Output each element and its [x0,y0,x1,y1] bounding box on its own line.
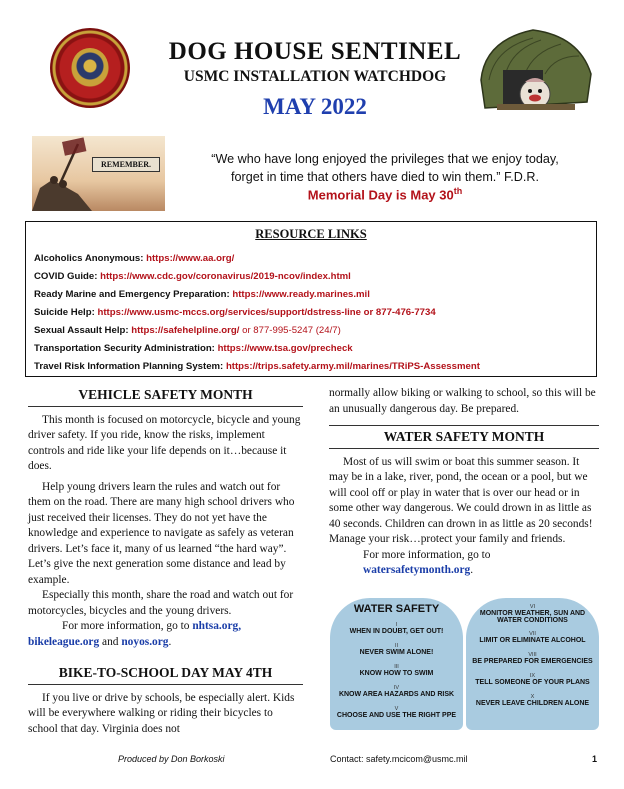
tablet-rule [468,604,597,631]
tablet-rule [332,664,461,685]
resource-label: Suicide Help: [34,307,95,318]
rule-number: VII [529,631,536,637]
water-more-info [329,548,599,579]
water-paragraph-1: Most of us will swim or boat this summer season. It may be in a lake, river, pond, the ocean or a pool, but we will cool off or play in water that is over our head or in some other way dangerous. We could drown in as little as 40 seconds. Children can drown in as little as 20 seconds! Manage your risk…protect your family and friends. [329,455,593,545]
resource-link[interactable]: https://www.tsa.gov/precheck [217,343,353,354]
tablet-rule [332,685,461,706]
bike-paragraph-continued: normally allow biking or walking to school, so this will be an unusually dangerous day. Be prepared. [329,387,596,415]
bikeleague-link[interactable]: bikeleague.org [28,635,100,648]
eagle-globe-anchor-emblem [72,48,108,84]
resource-row-covid [34,268,594,286]
rule-text: WHEN IN DOUBT, GET OUT! [349,628,444,635]
nhtsa-link[interactable]: nhtsa.org, [192,620,242,632]
resource-label: Transportation Security Administration: [34,343,215,354]
tablet-right-list [468,604,597,715]
more-info-text: For more information, go to [363,548,491,561]
rule-number: II [394,643,399,649]
resource-row-suicide-help [34,304,594,322]
period: . [168,635,172,648]
rule-number: VIII [528,652,537,658]
resource-phone: or 877-995-5247 (24/7) [239,325,341,336]
resource-label: Alcoholics Anonymous: [34,253,144,264]
rule-number: III [394,664,399,670]
rule-text: LIMIT OR ELIMINATE ALCOHOL [479,637,586,644]
heading-rule [28,684,303,685]
resource-row-tsa [34,340,594,358]
resource-label: Ready Marine and Emergency Preparation: [34,289,230,300]
watersafetymonth-link[interactable]: watersafetymonth.org [363,564,471,576]
rule-text: KNOW HOW TO SWIM [359,670,434,677]
resource-row-ready-marine [34,286,594,304]
and-text: and [99,635,122,648]
tablet-rule [468,694,597,715]
tablet-rule [332,622,461,643]
left-column [28,387,303,737]
rule-number: IV [393,685,400,691]
heading-rule [329,448,599,449]
tablet-rule [468,673,597,694]
memorial-day-suffix: th [453,186,463,196]
tablet-rule [332,643,461,664]
rule-number: VI [529,604,536,610]
resource-row-sexual-assault [34,322,594,340]
vehicle-paragraph-3: Especially this month, share the road and watch out for motorcycles, bicycles and the young drivers. [28,589,294,617]
rule-number: IX [529,673,536,679]
iwo-jima-flag-raising-image [32,136,165,211]
resource-links-list [34,250,594,376]
fdr-quote [175,150,595,186]
resource-label: COVID Guide: [34,271,98,282]
resource-label: Travel Risk Information Planning System: [34,361,224,372]
rule-text: TELL SOMEONE OF YOUR PLANS [475,679,590,686]
page-number: 1 [592,754,598,764]
tablet-rule [468,652,597,673]
rule-text: NEVER SWIM ALONE! [359,649,434,656]
vehicle-paragraph-1: This month is focused on motorcycle, bicycle and young driver safety. If you ride, know the risks, implement controls and ride like your life depends on it…because it does. [28,413,301,472]
period: . [470,564,474,576]
heading-rule [28,406,303,407]
resource-link[interactable]: https://www.cdc.gov/coronavirus/2019-ncov/index.html [100,271,351,282]
footer-contact: Contact: safety.mcicom@usmc.mil [330,754,468,764]
heading-rule [329,425,599,426]
rule-text: KNOW AREA HAZARDS AND RISK [338,691,455,698]
vehicle-paragraph-2: Help young drivers learn the rules and watch out for them on the road. There are many high school drivers who just received their licenses. They do not yet have the knowledge and experience to navigate as safely as veteran drivers. Let’s face it, many of us learned “the hard way”. Let’s give the next generation some distance and lead by example. [28,480,295,586]
tablet-rule [468,631,597,652]
resource-links-heading: RESOURCE LINKS [255,227,367,241]
more-info-text: For more information, go to [62,620,193,632]
bike-paragraph-start: If you live or drive by schools, be especially alert. Kids will be everywhere walking or riding their bicycles to school that day. Virginia does not [28,691,295,735]
quote-line-2: forget in time that others have died to win them.” F.D.R. [231,170,539,184]
newsletter-subtitle: USMC INSTALLATION WATCHDOG [183,68,447,85]
resource-link[interactable]: https://trips.safety.army.mil/marines/TRiPS-Assessment [225,361,480,372]
issue-month: MAY 2022 [263,94,367,119]
resource-link[interactable]: https://safehelpline.org/ [131,325,240,336]
resource-row-aa [34,250,594,268]
tablet-rule [332,706,461,727]
water-safety-tablet-title: WATER SAFETY [353,603,440,615]
right-column [329,386,599,579]
remember-label: REMEMBER. [92,157,160,172]
bike-to-school-heading: BIKE-TO-SCHOOL DAY MAY 4TH [58,665,273,680]
bulldog-doghouse-illustration [475,22,597,122]
vehicle-safety-heading: VEHICLE SAFETY MONTH [78,387,253,402]
resource-label: Sexual Assault Help: [34,325,129,336]
memorial-day-text: Memorial Day is May 30 [307,187,454,203]
rule-number: V [394,706,399,712]
tablet-left-list [332,622,461,727]
resource-row-trips [34,358,594,376]
rule-number: I [395,622,398,628]
footer-produced-by: Produced by Don Borkoski [118,754,225,764]
noyos-link[interactable]: noyos.org [121,635,169,648]
rule-text: MONITOR WEATHER, SUN AND WATER CONDITIONS [479,610,586,624]
vehicle-more-info [28,619,303,650]
rule-text: NEVER LEAVE CHILDREN ALONE [475,700,590,707]
resource-link[interactable]: https://www.ready.marines.mil [232,289,370,300]
rule-text: CHOOSE AND USE THE RIGHT PPE [336,712,457,719]
resource-link[interactable]: https://www.usmc-mccs.org/services/support/dstress-line or 877-476-7734 [97,307,436,318]
resource-link[interactable]: https://www.aa.org/ [146,253,235,264]
rule-number: X [530,694,535,700]
quote-line-1: “We who have long enjoyed the privileges that we enjoy today, [211,152,559,166]
memorial-day-notice [175,186,595,202]
water-safety-heading: WATER SAFETY MONTH [383,429,545,444]
newsletter-title: DOG HOUSE SENTINEL [168,38,462,65]
rule-text: BE PREPARED FOR EMERGENCIES [472,658,593,665]
